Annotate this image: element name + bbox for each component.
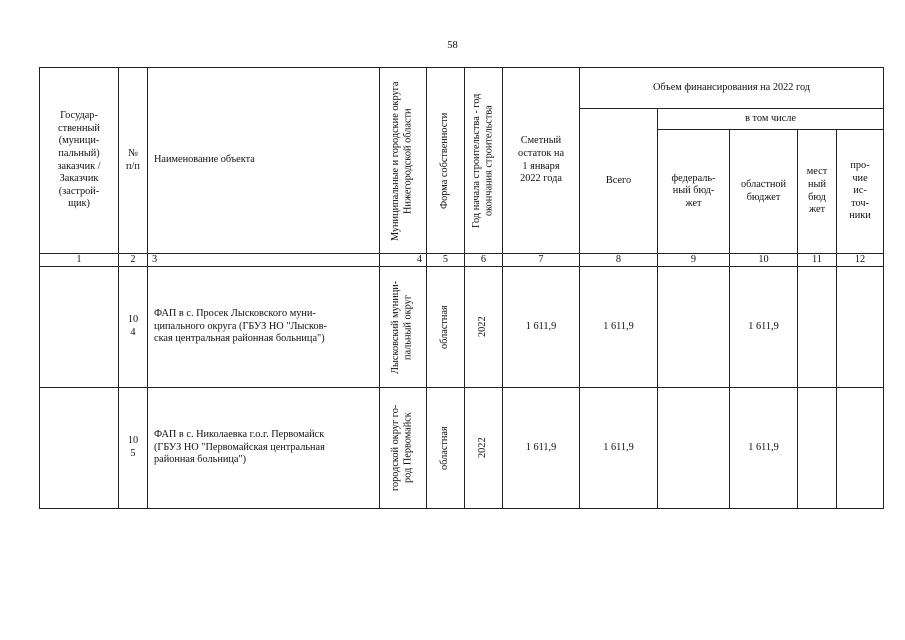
column-number: 1 <box>40 254 119 267</box>
table-row <box>40 267 884 388</box>
column-number: 2 <box>119 254 148 267</box>
row-years: 2022 <box>477 316 489 338</box>
column-number: 7 <box>503 254 580 267</box>
column-number: 9 <box>658 254 730 267</box>
row-num: 10 4 <box>119 267 148 388</box>
row-customer <box>40 388 119 509</box>
header-ownership-cell <box>427 68 465 254</box>
header-other: про- чие ис- точ- ники <box>837 130 884 254</box>
row-municipality: Лысковский муници- пальный округ <box>390 280 414 374</box>
column-number: 6 <box>465 254 503 267</box>
header-municipality-cell <box>380 68 427 254</box>
row-years: 2022 <box>477 437 489 459</box>
column-number: 3 <box>148 254 380 267</box>
row-federal <box>658 388 730 509</box>
row-local <box>798 267 837 388</box>
header-ownership: Форма собственности <box>439 112 451 209</box>
column-number: 10 <box>730 254 798 267</box>
header-municipality: Муниципальные и городские округа Нижегородской области <box>390 80 414 241</box>
row-municipality-cell <box>380 388 427 509</box>
row-years-cell <box>465 388 503 509</box>
row-federal <box>658 267 730 388</box>
row-total: 1 611,9 <box>580 388 658 509</box>
header-including: в том числе <box>658 109 884 130</box>
row-estimated-balance: 1 611,9 <box>503 388 580 509</box>
row-years-cell <box>465 267 503 388</box>
row-municipality-cell <box>380 267 427 388</box>
page-number: 58 <box>447 40 458 51</box>
row-num: 10 5 <box>119 388 148 509</box>
header-federal: федераль- ный бюд- жет <box>658 130 730 254</box>
financing-table <box>39 67 884 509</box>
header-years: Год начала строительства - год окончания строительства <box>470 93 495 228</box>
row-ownership: областная <box>439 305 451 349</box>
header-object-name: Наименование объекта <box>148 68 380 254</box>
row-regional: 1 611,9 <box>730 388 798 509</box>
row-ownership: областная <box>439 426 451 470</box>
row-object-name: ФАП в с. Просек Лысковского муни- ципального округа (ГБУЗ НО "Лысков- ская центральная районная больница") <box>148 267 380 388</box>
column-number: 12 <box>837 254 884 267</box>
row-local <box>798 388 837 509</box>
row-ownership-cell <box>427 388 465 509</box>
header-financing-total: Объем финансирования на 2022 год <box>580 68 884 109</box>
row-regional: 1 611,9 <box>730 267 798 388</box>
row-total: 1 611,9 <box>580 267 658 388</box>
row-customer <box>40 267 119 388</box>
column-number: 4 <box>380 254 427 267</box>
row-object-name: ФАП в с. Николаевка г.о.г. Первомайск (ГБУЗ НО "Первомайская центральная районная больница") <box>148 388 380 509</box>
header-total: Всего <box>580 109 658 254</box>
row-ownership-cell <box>427 267 465 388</box>
column-number: 5 <box>427 254 465 267</box>
header-num: № п/п <box>119 68 148 254</box>
row-other <box>837 388 884 509</box>
row-municipality: городской округ го- род Первомайск <box>390 404 414 492</box>
header-local: мест ный бюд жет <box>798 130 837 254</box>
column-number: 11 <box>798 254 837 267</box>
table-row <box>40 388 884 509</box>
header-estimated-balance: Сметный остаток на 1 января 2022 года <box>503 68 580 254</box>
column-number: 8 <box>580 254 658 267</box>
header-years-cell <box>465 68 503 254</box>
header-customer: Государ- ственный (муници- пальный) заказчик / Заказчик (застрой- щик) <box>40 68 119 254</box>
row-other <box>837 267 884 388</box>
row-estimated-balance: 1 611,9 <box>503 267 580 388</box>
header-regional: областной бюджет <box>730 130 798 254</box>
